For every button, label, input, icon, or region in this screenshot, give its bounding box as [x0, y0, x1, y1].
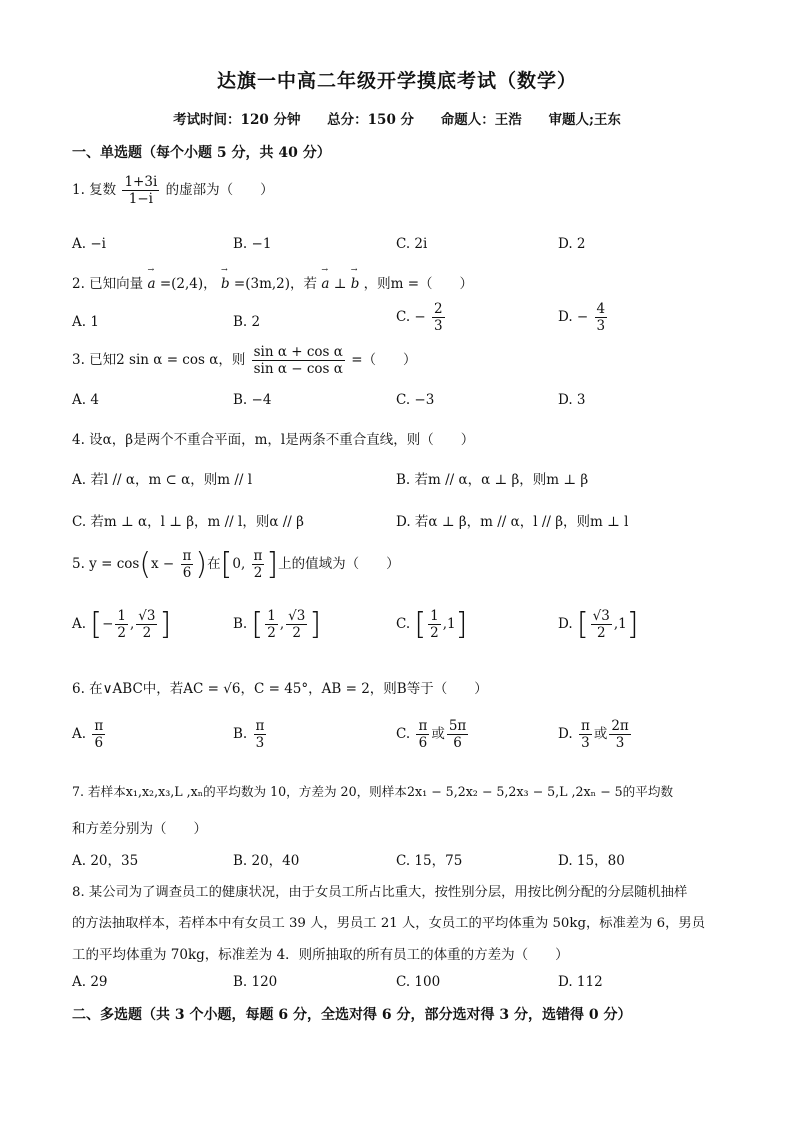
section-multiple-choice: 二、多选题（共 3 个小题，每题 6 分，全选对得 6 分，部分选对得 3 分，选错得 0 分）: [72, 1007, 632, 1023]
q5-option-c: C. [ $\frac{1}{2}$ ,1]: [396, 606, 468, 642]
exam-reviewer: 审题人;王东: [548, 112, 621, 128]
q4-option-c: C. 若m ⊥ α，l ⊥ β，m // l，则α // β: [72, 514, 304, 530]
q1-option-d: D. 2: [558, 236, 586, 252]
q4-option-b: B. 若m // α，α ⊥ β，则m ⊥ β: [396, 472, 589, 488]
q4-option-d: D. 若α ⊥ β，m // α，l // β，则m ⊥ l: [396, 514, 629, 530]
q6-option-a: A. $\frac{\pi}{6}$: [72, 718, 104, 751]
q4-option-a: A. 若l // α，m ⊂ α，则m // l: [72, 472, 253, 488]
q8-option-a: A. 29: [72, 974, 108, 990]
q3-option-b: B. −4: [233, 392, 272, 408]
question-1: 1. 复数 $\frac{1+3i}{1-i}$ 的虚部为（ ）: [72, 174, 274, 207]
q3-fraction: $\frac{\text{sin α + cos α}}{\text{sin α − cos α}}$: [253, 344, 343, 377]
q3-option-a: A. 4: [72, 392, 99, 408]
q5-option-b: B. [ $\frac{1}{2}$ , $\frac{√3}{2}$ ]: [233, 606, 322, 642]
q8-option-c: C. 100: [396, 974, 441, 990]
q2-option-c: C. − $\frac{2}{3}$: [396, 301, 443, 334]
q3-option-c: C. −3: [396, 392, 435, 408]
q2-option-d: D. − $\frac{4}{3}$: [558, 301, 606, 334]
section-single-choice: 一、单选题（每个小题 5 分，共 40 分）: [72, 145, 331, 161]
question-8-line-3: 工的平均体重为 70kg，标准差为 4．则所抽取的所有员工的体重的方差为（ ）: [72, 947, 569, 963]
question-6: 6. 在∨ABC中，若AC = √6，C = 45°，AB = 2，则B等于（ ）: [72, 681, 488, 697]
q5-option-a: A. [− $\frac{1}{2}$ , $\frac{√3}{2}$ ]: [72, 606, 172, 642]
question-2: 2. 已知向量 → a =(2,4)， → b =(3m,2)，若 → a ⊥ → b ，则m =（ ）: [72, 272, 473, 292]
question-7-line-2: 和方差分别为（ ）: [72, 821, 207, 837]
q6-option-d: D. $\frac{\pi}{3}$ 或 $\frac{2\pi}{3}$: [558, 718, 629, 751]
exam-setter: 命题人：王浩: [440, 112, 522, 128]
question-7-line-1: 7. 若样本x₁,x₂,x₃,L ,xₙ的平均数为 10，方差为 20，则样本2x₁ − 5,2x₂ − 5,2x₃ − 5,L ,2xₙ − 5的平均数: [72, 784, 674, 799]
q8-option-d: D. 112: [558, 974, 603, 990]
question-3: 3. 已知2 sin α = cos α，则 $\frac{\text{sin α + cos α}}{\text{sin α − cos α}}$ =（ ）: [72, 344, 417, 377]
q2-option-a: A. 1: [72, 314, 99, 330]
q7-option-c: C. 15，75: [396, 853, 463, 869]
q7-option-d: D. 15，80: [558, 853, 625, 869]
exam-meta: [0, 108, 794, 128]
exam-score: 总分：150 分: [327, 112, 415, 128]
question-4: 4. 设α，β是两个不重合平面，m，l是两条不重合直线，则（ ）: [72, 432, 475, 448]
question-8-line-1: 8. 某公司为了调查员工的健康状况，由于女员工所占比重大，按性别分层，用按比例分配的分层随机抽样: [72, 885, 688, 900]
q5-option-d: D. [ $\frac{√3}{2}$ ,1]: [558, 606, 639, 642]
q7-option-a: A. 20，35: [72, 853, 139, 869]
question-8-line-2: 的方法抽取样本，若样本中有女员工 39 人，男员工 21 人，女员工的平均体重为 50kg，标准差为 6，男员: [72, 916, 706, 931]
q1-option-a: A. −i: [72, 236, 106, 252]
exam-time: 考试时间：120 分钟: [173, 112, 301, 128]
question-5: 5. y = cos(x − $\frac{\pi}{6}$ )在[0, $\frac{\pi}{2}$ ]上的值域为（ ）: [72, 546, 400, 582]
q3-option-d: D. 3: [558, 392, 586, 408]
q8-option-b: B. 120: [233, 974, 278, 990]
q6-option-b: B. $\frac{\pi}{3}$: [233, 718, 265, 751]
q1-option-b: B. −1: [233, 236, 272, 252]
q2-option-b: B. 2: [233, 314, 261, 330]
q7-option-b: B. 20，40: [233, 853, 300, 869]
q1-option-c: C. 2i: [396, 236, 428, 252]
q6-option-c: C. $\frac{\pi}{6}$ 或 $\frac{5\pi}{6}$: [396, 718, 467, 751]
q1-fraction: $\frac{1+3i}{1-i}$: [124, 174, 158, 207]
exam-title: 达旗一中高二年级开学摸底考试（数学）: [216, 70, 577, 92]
